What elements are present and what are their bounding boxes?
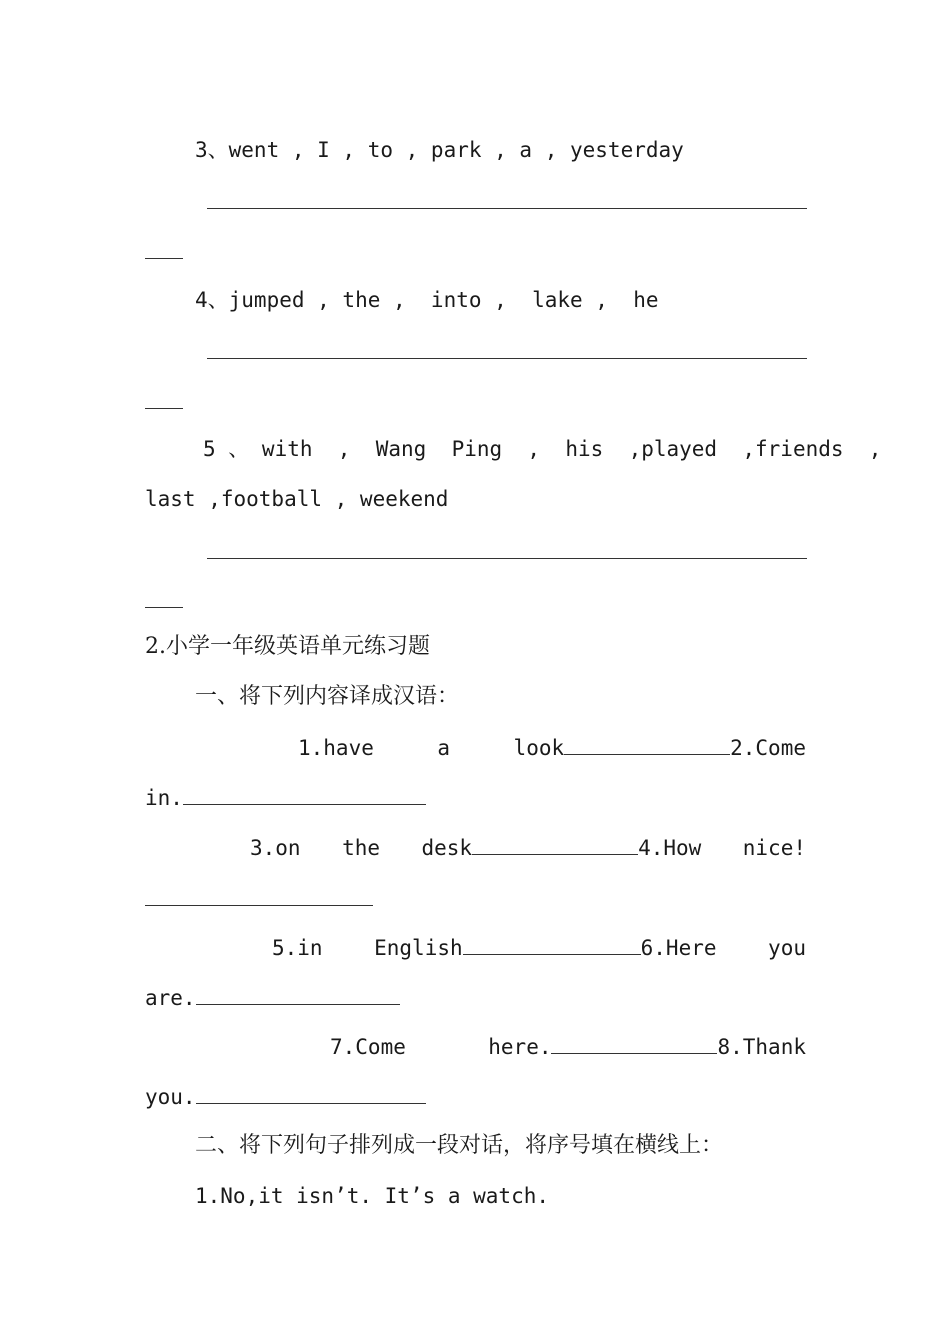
item-5-word: English: [374, 936, 463, 960]
item-4-word: nice!: [742, 836, 806, 860]
answer-blank: [551, 1033, 717, 1054]
item-4-word: 4.How: [638, 836, 702, 860]
translate-row-4: [330, 1033, 806, 1060]
item-2-word: in.: [145, 786, 183, 810]
item-3-word: the: [342, 836, 380, 860]
item-1-word: a: [437, 736, 451, 760]
answer-line-continuation: [145, 408, 183, 409]
answer-blank: [472, 834, 638, 855]
item-5-group: [374, 934, 716, 961]
translate-row-3: [272, 934, 806, 961]
item-3-group: [421, 834, 701, 861]
section-heading-translate: 一、将下列内容译成汉语：: [195, 684, 460, 709]
item-7-group: [488, 1033, 806, 1060]
answer-line: [207, 208, 807, 209]
item-3-word: 3.on: [250, 836, 301, 860]
item-8-word: 8.Thank: [717, 1035, 806, 1059]
section-heading-dialog: 二、将下列句子排列成一段对话，将序号填在横线上：: [195, 1133, 724, 1158]
answer-line-continuation: [145, 607, 183, 608]
answer-blank: [564, 734, 730, 755]
translate-row-2: [250, 834, 806, 861]
translate-row-4b: [145, 1083, 426, 1110]
item-8-word: you.: [145, 1085, 196, 1109]
answer-blank: [196, 984, 400, 1005]
answer-blank: [463, 934, 641, 955]
translate-row-3b: [145, 984, 400, 1011]
section-title: 2.小学一年级英语单元练习题: [145, 634, 430, 659]
question-3: 3、went , I , to , park , a , yesterday: [195, 138, 684, 162]
question-5-line2: last ,football , weekend: [145, 487, 449, 511]
item-6-word: are.: [145, 986, 196, 1010]
item-3-word: desk: [421, 836, 473, 860]
item-6-word: 6.Here: [640, 936, 717, 960]
answer-blank: [183, 784, 426, 805]
item-2-word: 2.Come: [730, 736, 806, 760]
item-1-word: look: [513, 736, 565, 760]
answer-blank: [196, 1083, 426, 1104]
answer-line: [145, 905, 373, 906]
item-7-word: 7.Come: [330, 1035, 406, 1059]
item-7-word: here.: [488, 1035, 552, 1059]
translate-row-1: [298, 734, 806, 761]
item-6-word: you: [768, 936, 806, 960]
answer-line: [207, 358, 807, 359]
item-1-group: [514, 734, 806, 761]
question-4: 4、jumped , the , into , lake , he: [195, 288, 659, 312]
translate-row-1b: [145, 784, 426, 811]
dialog-line-1: 1.No,it isn’t. It’s a watch.: [195, 1184, 550, 1208]
answer-line: [207, 558, 807, 559]
question-5-line1: 5 、 with , Wang Ping , his ,played ,friends ,: [203, 437, 882, 461]
item-5-word: 5.in: [272, 936, 323, 960]
answer-line-continuation: [145, 258, 183, 259]
item-1-word: 1.have: [298, 736, 374, 760]
